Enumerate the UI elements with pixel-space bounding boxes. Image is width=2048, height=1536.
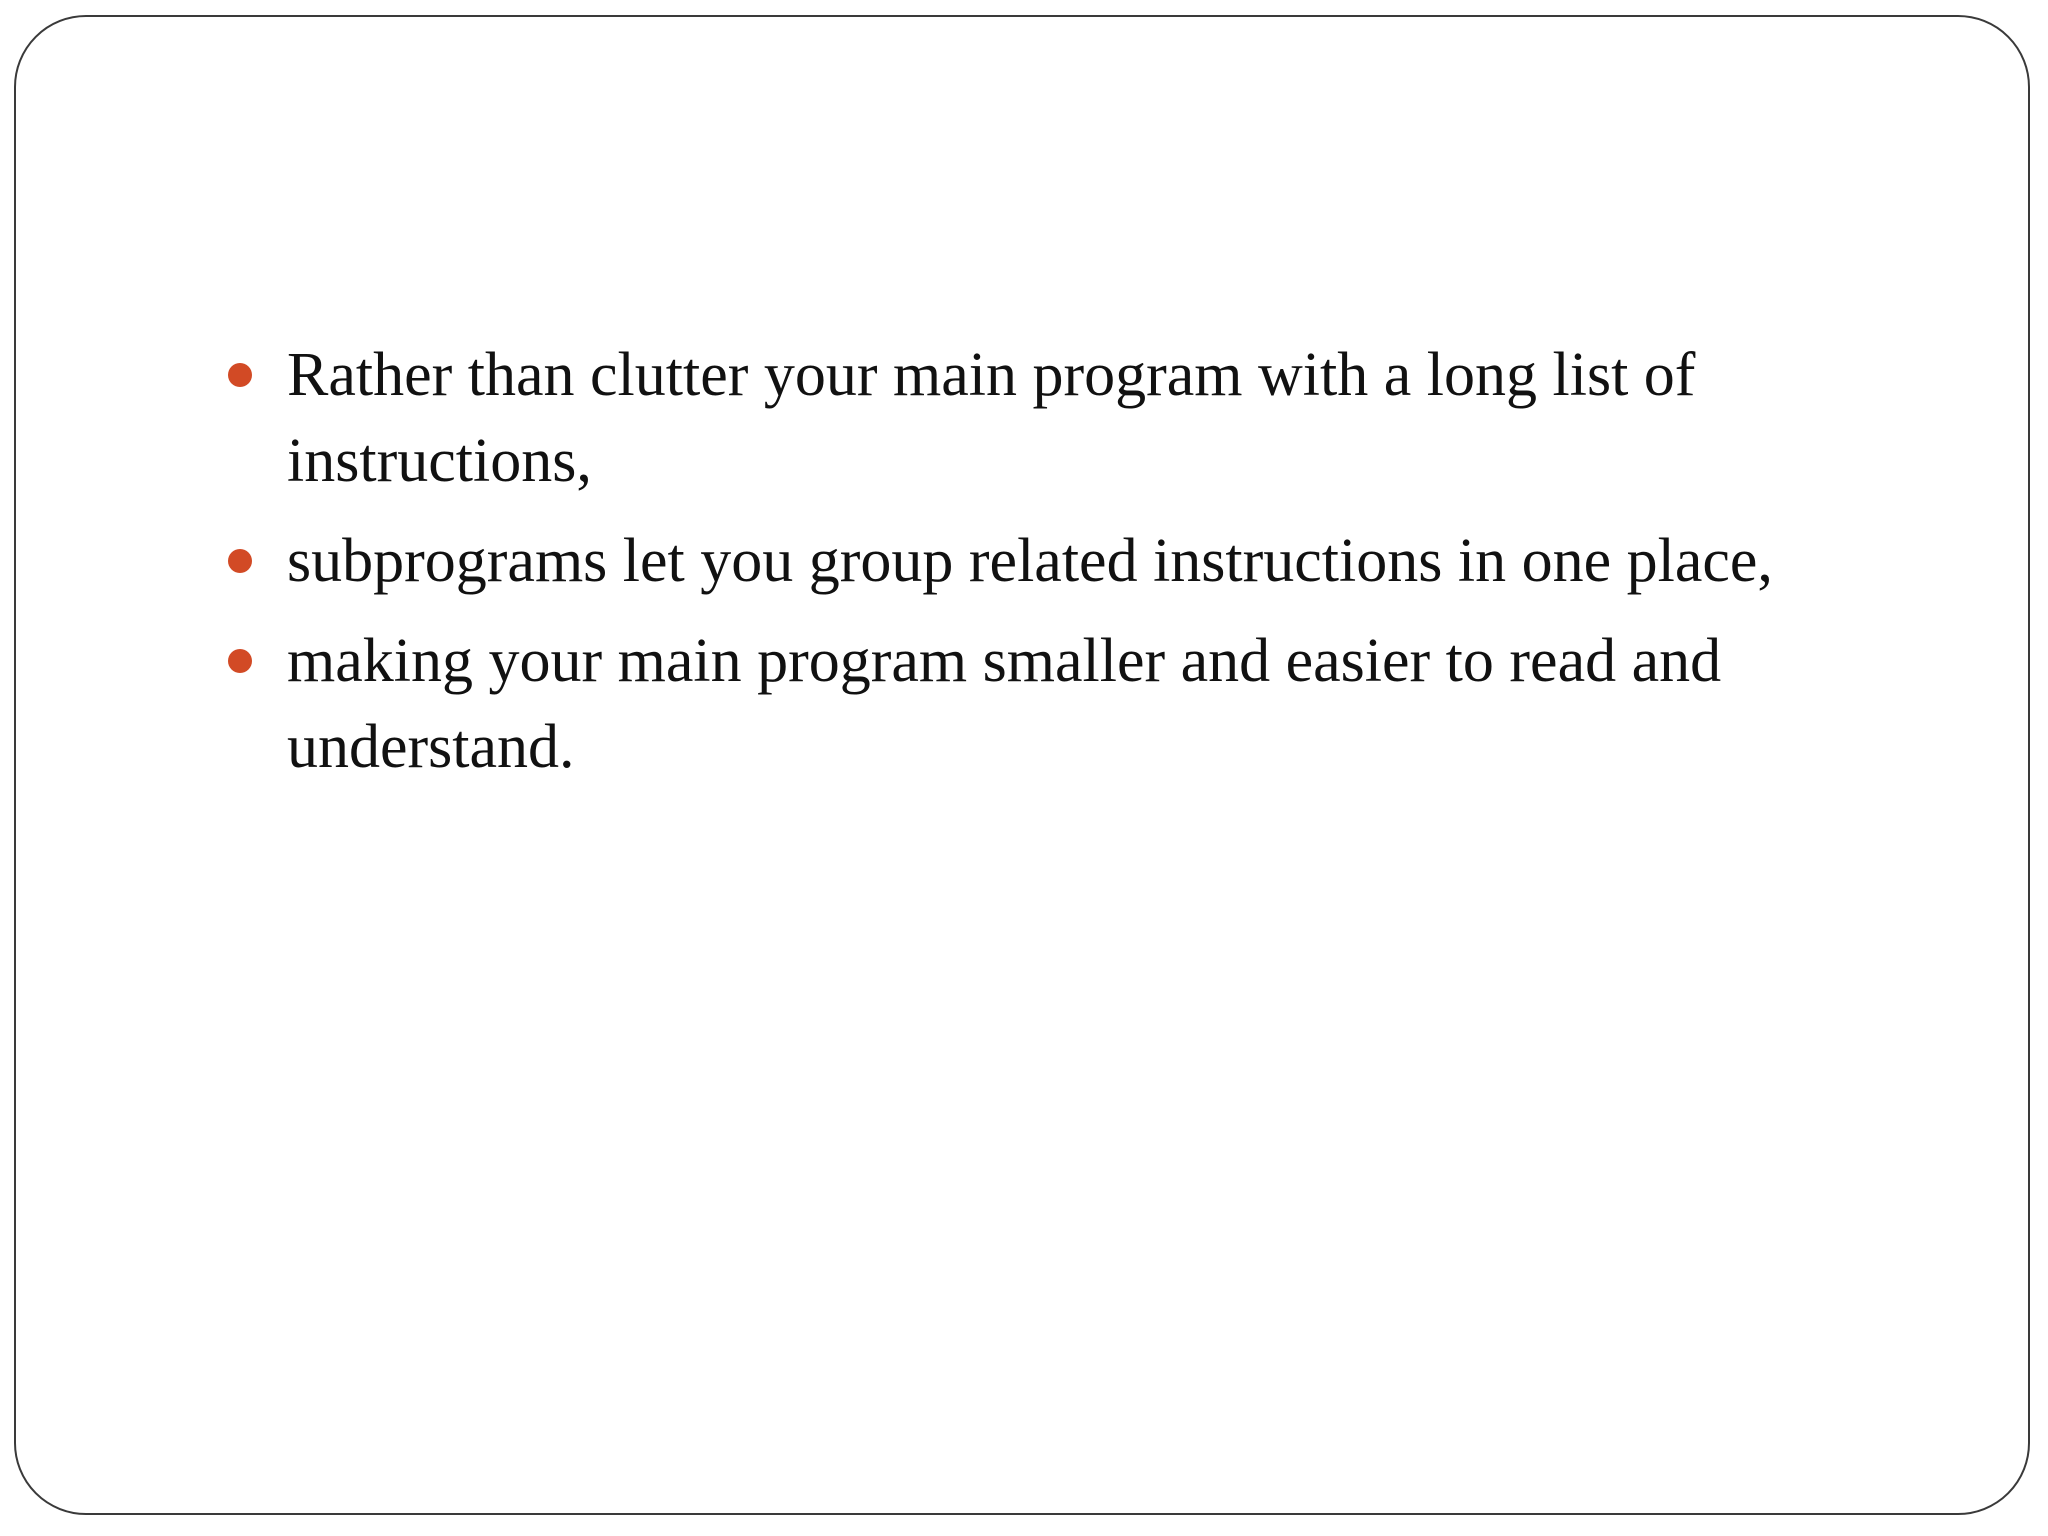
list-item (220, 618, 1920, 790)
bullet-list (220, 332, 1920, 804)
list-item (220, 518, 1920, 604)
list-item (220, 332, 1920, 504)
bullet-text: Rather than clutter your main program with a long list of instructions, (287, 341, 1696, 495)
bullet-dot-icon (228, 549, 252, 573)
bullet-text: making your main program smaller and easier to read and understand. (287, 627, 1722, 781)
bullet-dot-icon (228, 363, 252, 387)
bullet-dot-icon (228, 649, 252, 673)
bullet-text: subprograms let you group related instructions in one place, (287, 527, 1773, 595)
